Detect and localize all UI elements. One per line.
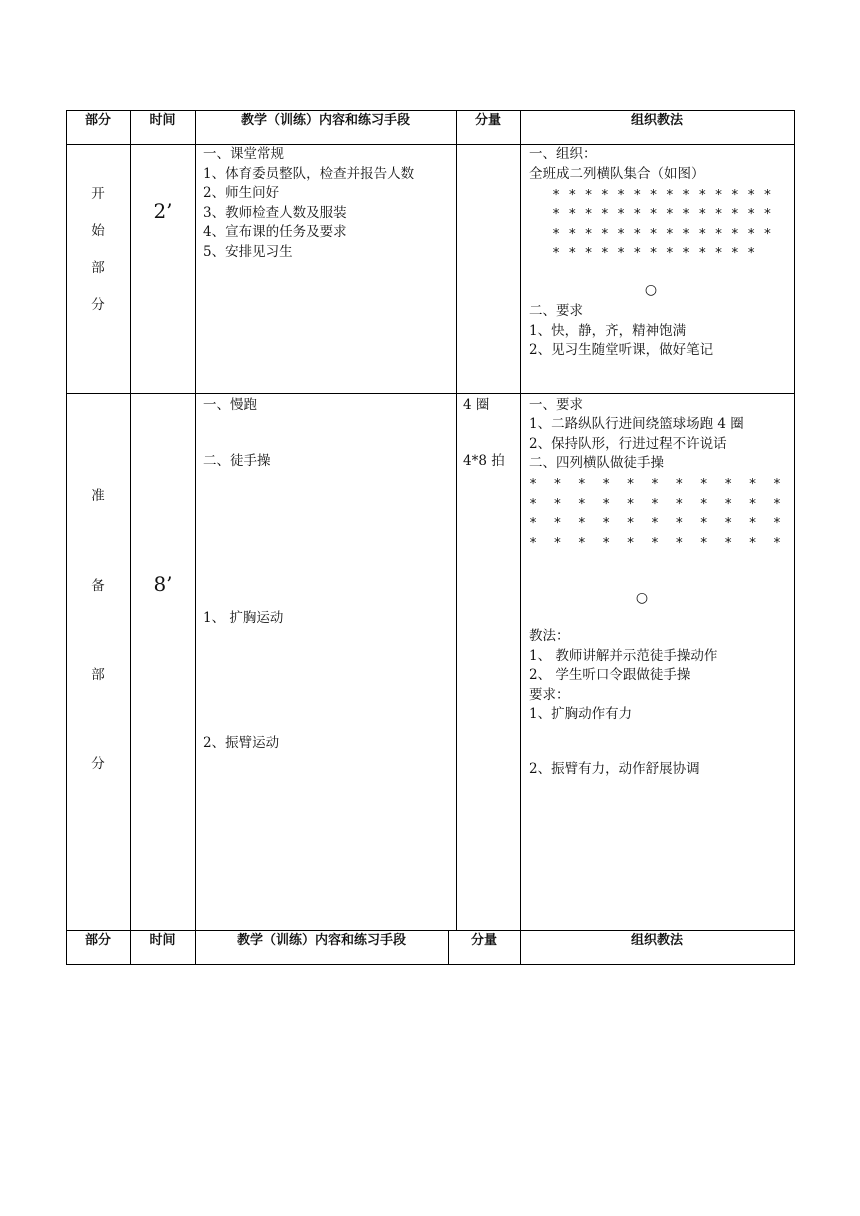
- start-formation-row-2: * * * * * * * * * * * * * *: [552, 206, 772, 222]
- header-bottom-border: [66, 144, 795, 145]
- prep-method-line-8: 要求：: [529, 687, 570, 703]
- start-time: 2’: [153, 199, 173, 223]
- table-right-border: [794, 110, 795, 965]
- prep-amount-laps: 4 圈: [463, 397, 490, 413]
- start-content-line-6: 5、安排见习生: [203, 244, 293, 260]
- start-content-line-1: 一、课堂常规: [203, 146, 284, 162]
- prep-method-line-3: 2、保持队形，行进过程不许说话: [529, 436, 727, 452]
- prep-content-jog: 一、慢跑: [203, 397, 257, 413]
- footer-header-amount: 分量: [470, 933, 497, 948]
- prep-method-line-10: 2、振臂有力，动作舒展协调: [529, 761, 700, 777]
- prep-formation-row-3: * * * * * * * * * * *: [529, 515, 781, 531]
- start-formation-row-3: * * * * * * * * * * * * * *: [552, 226, 772, 242]
- start-part-char-4: 分: [91, 297, 105, 313]
- start-method-line-1: 一、组织：: [529, 146, 597, 162]
- start-part-char-2: 始: [91, 223, 105, 239]
- footer-header-content: 教学（训练）内容和练习手段: [236, 933, 406, 948]
- footer-header-time: 时间: [149, 933, 176, 948]
- prep-formation-row-2: * * * * * * * * * * *: [529, 496, 781, 512]
- prep-content-exercise: 二、徒手操: [203, 453, 271, 469]
- start-teacher-marker: ○: [644, 282, 658, 298]
- prep-formation-row-1: * * * * * * * * * * *: [529, 476, 781, 492]
- col-divider-amount-method: [520, 110, 521, 965]
- prep-method-line-6: 1、 教师讲解并示范徒手操动作: [529, 648, 718, 664]
- prep-method-line-2: 1、二路纵队行进间绕篮球场跑 4 圈: [529, 416, 744, 432]
- prep-part-char-2: 备: [91, 578, 105, 594]
- start-formation-row-1: * * * * * * * * * * * * * *: [552, 187, 772, 203]
- prep-method-line-9: 1、扩胸动作有力: [529, 706, 633, 722]
- start-method-line-2: 全班成二列横队集合（如图）: [529, 166, 705, 182]
- start-content-line-2: 1、体育委员整队，检查并报告人数: [203, 166, 415, 182]
- header-time: 时间: [149, 113, 176, 128]
- prep-method-line-1: 一、要求: [529, 397, 583, 413]
- start-part-char-1: 开: [91, 186, 105, 202]
- prep-amount-beats: 4*8 拍: [463, 453, 505, 469]
- prep-method-line-7: 2、 学生听口令跟做徒手操: [529, 667, 691, 683]
- prep-method-line-5: 教法：: [529, 628, 570, 644]
- prep-formation-row-4: * * * * * * * * * * *: [529, 535, 781, 551]
- start-req-line-2: 1、快，静，齐，精神饱满: [529, 323, 687, 339]
- start-formation-row-4: * * * * * * * * * * * * *: [552, 245, 756, 261]
- prep-section-bottom-border: [66, 930, 795, 931]
- header-part: 部分: [84, 113, 111, 128]
- footer-header-part: 部分: [84, 933, 111, 948]
- col-divider-part-time: [130, 110, 131, 965]
- start-req-line-1: 二、要求: [529, 303, 583, 319]
- prep-part-char-3: 部: [91, 667, 105, 683]
- start-section-bottom-border: [66, 393, 795, 394]
- col-divider-time-content: [195, 110, 196, 965]
- start-content-line-4: 3、教师检查人数及服装: [203, 205, 347, 221]
- footer-header-method: 组织教法: [630, 933, 683, 948]
- prep-part-char-4: 分: [91, 756, 105, 772]
- prep-content-chest: 1、 扩胸运动: [203, 610, 284, 626]
- start-req-line-3: 2、见习生随堂听课，做好笔记: [529, 342, 714, 358]
- start-part-char-3: 部: [91, 260, 105, 276]
- prep-content-arm: 2、振臂运动: [203, 735, 280, 751]
- prep-teacher-marker: ○: [635, 590, 649, 606]
- prep-part-char-1: 准: [91, 488, 105, 504]
- header-amount: 分量: [474, 113, 501, 128]
- start-content-line-3: 2、师生问好: [203, 185, 280, 201]
- start-content-line-5: 4、宣布课的任务及要求: [203, 224, 347, 240]
- header-method: 组织教法: [630, 113, 683, 128]
- table-bottom-border: [66, 964, 795, 965]
- header-content: 教学（训练）内容和练习手段: [240, 113, 410, 128]
- prep-method-line-4: 二、四列横队做徒手操: [529, 455, 664, 471]
- prep-time: 8’: [153, 572, 173, 596]
- col-divider-content-amount: [456, 110, 457, 931]
- table-top-border: [66, 110, 795, 111]
